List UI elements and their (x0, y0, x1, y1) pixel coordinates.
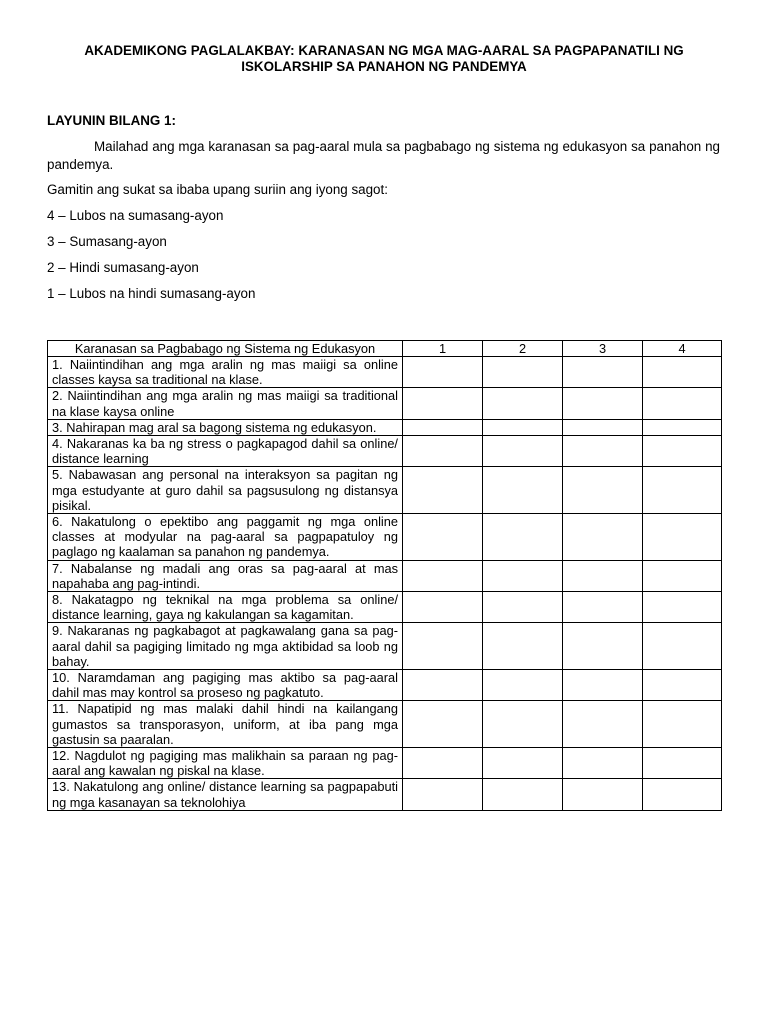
rating-cell-1[interactable] (403, 779, 483, 810)
rating-cell-3[interactable] (563, 701, 643, 748)
rating-cell-2[interactable] (483, 436, 563, 467)
statement-cell: 13. Nakatulong ang online/ distance learning sa pagpapabuti ng mga kasanayan sa teknolohiya (48, 779, 403, 810)
table-row (48, 701, 722, 748)
rating-cell-4[interactable] (643, 388, 722, 419)
rating-cell-2[interactable] (483, 357, 563, 388)
rating-cell-3[interactable] (563, 514, 643, 561)
rating-cell-3[interactable] (563, 779, 643, 810)
rating-cell-2[interactable] (483, 748, 563, 779)
rating-cell-2[interactable] (483, 670, 563, 701)
rating-cell-3[interactable] (563, 419, 643, 435)
rating-cell-4[interactable] (643, 419, 722, 435)
rating-cell-2[interactable] (483, 419, 563, 435)
survey-table-body (48, 357, 722, 811)
column-header-rating-2: 2 (483, 341, 563, 357)
statement-cell: 12. Nagdulot ng pagiging mas malikhain sa paraan ng pag-aaral ang kawalan ng piskal na klase. (48, 748, 403, 779)
table-row (48, 592, 722, 623)
rating-cell-4[interactable] (643, 436, 722, 467)
document-title: AKADEMIKONG PAGLALAKBAY: KARANASAN NG MGA MAG-AARAL SA PAGPAPANATILI NG ISKOLARSHIP SA PANAHON NG PANDEMYA (84, 43, 684, 74)
statement-cell: 7. Nabalanse ng madali ang oras sa pag-aaral at mas napahaba ang pag-intindi. (48, 560, 403, 591)
statement-cell: 4. Nakaranas ka ba ng stress o pagkapagod dahil sa online/ distance learning (48, 436, 403, 467)
rating-cell-2[interactable] (483, 779, 563, 810)
rating-cell-3[interactable] (563, 388, 643, 419)
table-row (48, 419, 722, 435)
scale-item-4: 4 – Lubos na sumasang-ayon (47, 208, 224, 223)
statement-cell: 5. Nabawasan ang personal na interaksyon sa pagitan ng mga estudyante at guro dahil sa pagsusulong ng distansya pisikal. (48, 467, 403, 514)
scale-instruction: Gamitin ang sukat sa ibaba upang suriin ang iyong sagot: (47, 182, 388, 197)
rating-cell-1[interactable] (403, 701, 483, 748)
rating-cell-2[interactable] (483, 701, 563, 748)
rating-cell-1[interactable] (403, 560, 483, 591)
rating-cell-2[interactable] (483, 623, 563, 670)
scale-item-1: 1 – Lubos na hindi sumasang-ayon (47, 286, 256, 301)
rating-cell-3[interactable] (563, 670, 643, 701)
table-row (48, 623, 722, 670)
rating-cell-3[interactable] (563, 623, 643, 670)
rating-cell-1[interactable] (403, 623, 483, 670)
rating-cell-4[interactable] (643, 514, 722, 561)
scale-item-2: 2 – Hindi sumasang-ayon (47, 260, 199, 275)
rating-cell-4[interactable] (643, 623, 722, 670)
table-header-row (48, 341, 722, 357)
rating-cell-2[interactable] (483, 560, 563, 591)
rating-cell-3[interactable] (563, 560, 643, 591)
rating-cell-1[interactable] (403, 388, 483, 419)
column-header-rating-3: 3 (563, 341, 643, 357)
rating-cell-1[interactable] (403, 357, 483, 388)
rating-cell-1[interactable] (403, 467, 483, 514)
rating-cell-2[interactable] (483, 514, 563, 561)
rating-cell-2[interactable] (483, 467, 563, 514)
statement-cell: 1. Naiintindihan ang mga aralin ng mas maiigi sa online classes kaysa sa traditional na klase. (48, 357, 403, 388)
rating-cell-4[interactable] (643, 779, 722, 810)
table-row (48, 560, 722, 591)
table-row (48, 467, 722, 514)
rating-cell-3[interactable] (563, 436, 643, 467)
rating-scale-legend (47, 208, 255, 312)
scale-item-3: 3 – Sumasang-ayon (47, 234, 167, 249)
rating-cell-1[interactable] (403, 436, 483, 467)
table-row (48, 388, 722, 419)
rating-cell-2[interactable] (483, 388, 563, 419)
rating-cell-4[interactable] (643, 560, 722, 591)
table-row (48, 779, 722, 810)
rating-cell-1[interactable] (403, 592, 483, 623)
table-row (48, 357, 722, 388)
statement-cell: 2. Naiintindihan ang mga aralin ng mas maiigi sa traditional na klase kaysa online (48, 388, 403, 419)
rating-cell-4[interactable] (643, 357, 722, 388)
rating-cell-4[interactable] (643, 670, 722, 701)
statement-cell: 6. Nakatulong o epektibo ang paggamit ng mga online classes at modyular na pag-aaral sa pagpapatuloy ng paglago ng kaalaman sa panahon ng pandemya. (48, 514, 403, 561)
table-row (48, 670, 722, 701)
rating-cell-4[interactable] (643, 748, 722, 779)
rating-cell-3[interactable] (563, 748, 643, 779)
rating-cell-4[interactable] (643, 701, 722, 748)
rating-cell-2[interactable] (483, 592, 563, 623)
rating-cell-3[interactable] (563, 592, 643, 623)
rating-cell-1[interactable] (403, 670, 483, 701)
rating-cell-3[interactable] (563, 357, 643, 388)
rating-cell-1[interactable] (403, 514, 483, 561)
statement-cell: 9. Nakaranas ng pagkabagot at pagkawalang gana sa pag-aaral dahil sa pagiging limitado ng mga aktibidad sa loob ng bahay. (48, 623, 403, 670)
statement-cell: 10. Naramdaman ang pagiging mas aktibo sa pag-aaral dahil mas may kontrol sa proseso ng pagkatuto. (48, 670, 403, 701)
rating-cell-1[interactable] (403, 748, 483, 779)
column-header-rating-4: 4 (643, 341, 722, 357)
objective-label: LAYUNIN BILANG 1: (47, 113, 176, 128)
table-row (48, 748, 722, 779)
rating-cell-4[interactable] (643, 592, 722, 623)
objective-description: Mailahad ang mga karanasan sa pag-aaral mula sa pagbabago ng sistema ng edukasyon sa panahon ng pandemya. (47, 139, 720, 172)
rating-cell-3[interactable] (563, 467, 643, 514)
table-row (48, 514, 722, 561)
rating-cell-1[interactable] (403, 419, 483, 435)
statement-cell: 3. Nahirapan mag aral sa bagong sistema ng edukasyon. (48, 419, 403, 435)
survey-table (47, 340, 722, 811)
statement-cell: 8. Nakatagpo ng teknikal na mga problema sa online/ distance learning, gaya ng kakulangan sa kagamitan. (48, 592, 403, 623)
column-header-experience: Karanasan sa Pagbabago ng Sistema ng Edukasyon (48, 341, 403, 357)
column-header-rating-1: 1 (403, 341, 483, 357)
rating-cell-4[interactable] (643, 467, 722, 514)
statement-cell: 11. Napatipid ng mas malaki dahil hindi na kailangang gumastos sa transporasyon, uniform, at iba pang mga gastusin sa paaralan. (48, 701, 403, 748)
table-row (48, 436, 722, 467)
